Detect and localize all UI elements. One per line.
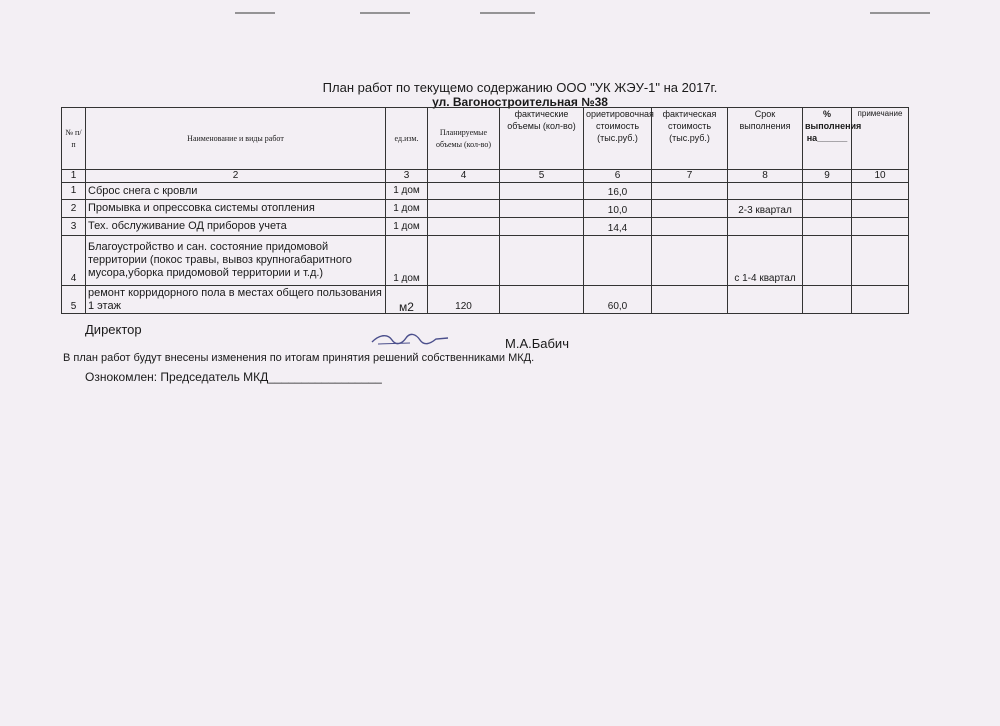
director-signature (370, 330, 450, 348)
row-term: 2-3 квартал (728, 200, 803, 218)
scan-artifact (870, 12, 930, 14)
header-name: Наименование и виды работ (86, 108, 386, 170)
row-unit: 1 дом (386, 200, 428, 218)
header-planned: Планируемые объемы (кол-во) (428, 108, 500, 170)
row-work-name: Благоустройство и сан. состояние придомовой территории (покос травы, вывоз крупногабаритного мусора,уборка придомовой территории и т.д.) (86, 236, 386, 286)
row-percent (803, 200, 852, 218)
header-note: примечание (852, 108, 909, 170)
table-row (62, 286, 909, 314)
director-label: Директор (85, 322, 142, 337)
row-est-cost (584, 236, 652, 286)
row-percent (803, 236, 852, 286)
column-number: 4 (428, 170, 500, 183)
row-planned (428, 218, 500, 236)
column-number: 10 (852, 170, 909, 183)
row-planned: 120 (428, 286, 500, 314)
row-num: 5 (62, 286, 86, 314)
table-row (62, 183, 909, 200)
header-actual-cost: фактическая стоимость (тыс.руб.) (652, 108, 728, 170)
row-num: 3 (62, 218, 86, 236)
work-plan-table (61, 107, 909, 314)
column-number: 3 (386, 170, 428, 183)
row-actual (500, 183, 584, 200)
row-num: 1 (62, 183, 86, 200)
table-row (62, 218, 909, 236)
row-percent (803, 183, 852, 200)
row-unit: 1 дом (386, 218, 428, 236)
row-term (728, 286, 803, 314)
row-unit: 1 дом (386, 183, 428, 200)
column-number: 8 (728, 170, 803, 183)
scan-artifact (360, 12, 410, 14)
row-actual (500, 218, 584, 236)
row-planned (428, 236, 500, 286)
row-num: 2 (62, 200, 86, 218)
header-term: Срок выполнения (728, 108, 803, 170)
column-number: 1 (62, 170, 86, 183)
column-number: 5 (500, 170, 584, 183)
row-term: с 1-4 квартал (728, 236, 803, 286)
changes-notice: В план работ будут внесены изменения по итогам принятия решений собственниками МКД. (63, 352, 535, 364)
director-name: М.А.Бабич (505, 336, 569, 351)
row-est-cost: 16,0 (584, 183, 652, 200)
row-percent (803, 218, 852, 236)
document-title: План работ по текущемо содержанию ООО "УК ЖЭУ-1" на 2017г. (322, 80, 718, 95)
column-number: 9 (803, 170, 852, 183)
column-number: 7 (652, 170, 728, 183)
row-actual-cost (652, 218, 728, 236)
header-row (62, 108, 909, 170)
row-actual (500, 286, 584, 314)
column-number: 6 (584, 170, 652, 183)
row-num: 4 (62, 236, 86, 286)
row-percent (803, 286, 852, 314)
row-note (852, 236, 909, 286)
scan-artifact (480, 12, 535, 14)
header-unit: ед.изм. (386, 108, 428, 170)
row-actual-cost (652, 286, 728, 314)
row-note (852, 200, 909, 218)
row-actual (500, 236, 584, 286)
row-actual-cost (652, 200, 728, 218)
row-planned (428, 183, 500, 200)
row-actual-cost (652, 183, 728, 200)
row-work-name: ремонт корридорного пола в местах общего пользования 1 этаж (86, 286, 386, 314)
header-percent: % выполнения на______ (803, 108, 852, 170)
scan-artifact (235, 12, 275, 14)
column-number-row (62, 170, 909, 183)
row-est-cost: 14,4 (584, 218, 652, 236)
header-est-cost: ориетировочная стоимость (тыс.руб.) (584, 108, 652, 170)
row-term (728, 183, 803, 200)
row-note (852, 218, 909, 236)
row-actual-cost (652, 236, 728, 286)
row-unit: м2 (386, 286, 428, 314)
acquainted-line: Ознокомлен: Председатель МКД_________________ (85, 370, 382, 384)
table-row (62, 200, 909, 218)
column-number: 2 (86, 170, 386, 183)
row-term (728, 218, 803, 236)
row-note (852, 183, 909, 200)
row-est-cost: 60,0 (584, 286, 652, 314)
row-work-name: Тех. обслуживание ОД приборов учета (86, 218, 386, 236)
row-note (852, 286, 909, 314)
header-actual: фактические объемы (кол-во) (500, 108, 584, 170)
header-num: № п/п (62, 108, 86, 170)
row-work-name: Промывка и опрессовка системы отопления (86, 200, 386, 218)
document-address: ул. Вагоностроительная №38 (432, 95, 608, 109)
row-unit: 1 дом (386, 236, 428, 286)
table-row (62, 236, 909, 286)
row-work-name: Сброс снега с кровли (86, 183, 386, 200)
row-actual (500, 200, 584, 218)
row-planned (428, 200, 500, 218)
row-est-cost: 10,0 (584, 200, 652, 218)
